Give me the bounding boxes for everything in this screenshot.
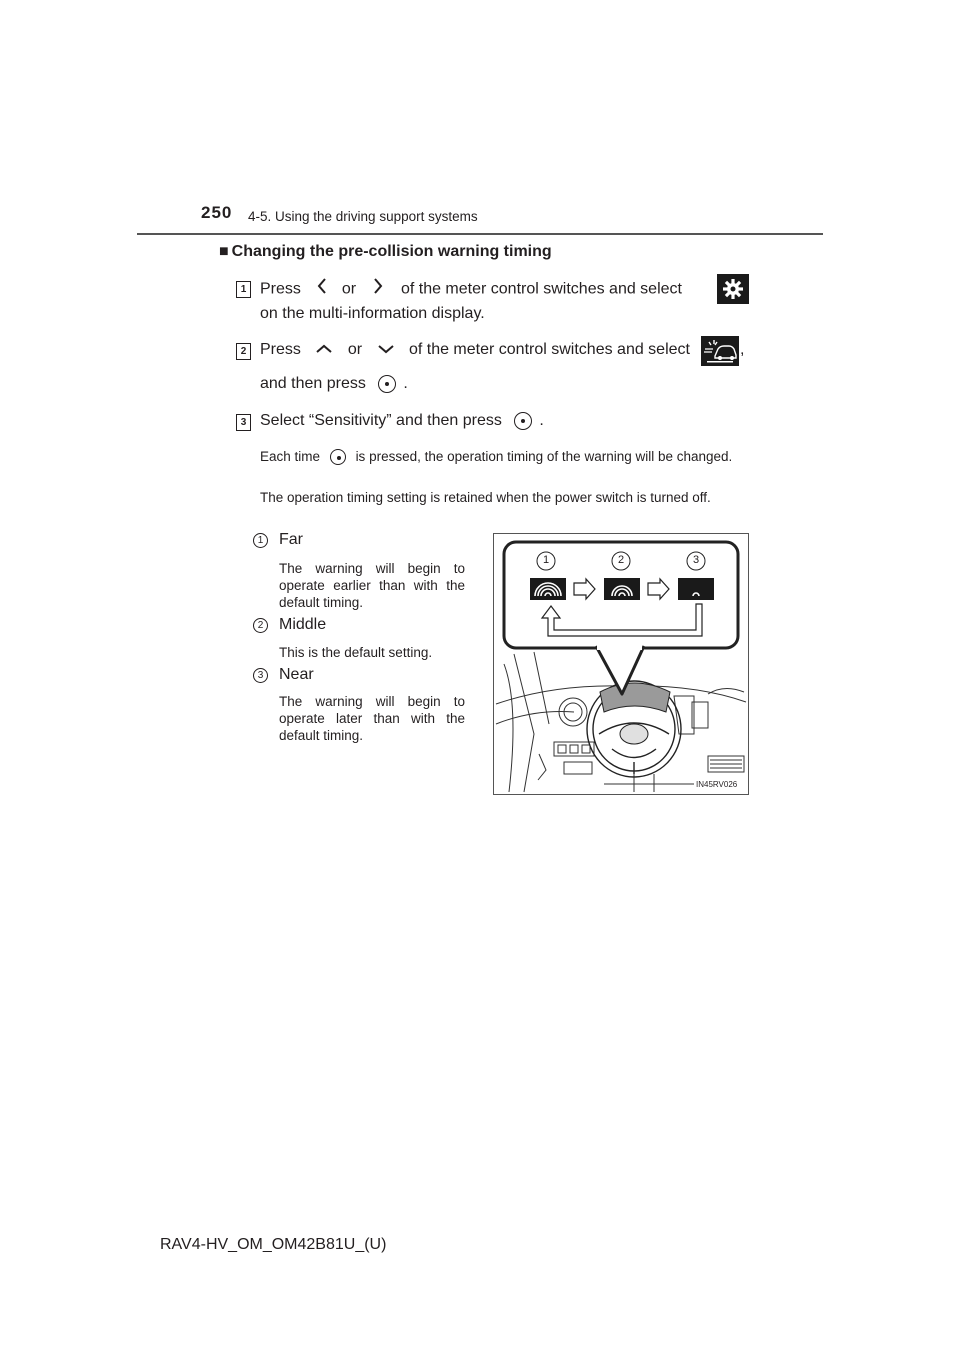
step-3-text: Select “Sensitivity” and then press	[260, 412, 502, 429]
chevron-right-icon	[373, 277, 383, 302]
chevron-up-icon	[315, 339, 333, 361]
step-1-line-1	[260, 277, 682, 299]
item-number-3: 3	[253, 668, 268, 683]
note-1-before: Each time	[260, 449, 321, 464]
ok-button-icon	[330, 449, 346, 465]
subheading-marker: ■	[219, 243, 229, 260]
step-1-press: Press	[260, 280, 301, 298]
step-number-1: 1	[236, 281, 251, 298]
step-3-period: .	[539, 412, 544, 429]
note-1	[260, 448, 745, 466]
footer-document-id: RAV4-HV_OM_OM42B81U_(U)	[160, 1236, 387, 1253]
item-text-middle: This is the default setting.	[279, 645, 433, 660]
section-title: 4-5. Using the driving support systems	[248, 209, 478, 224]
note-1-after: is pressed, the operation timing of the warning will be changed.	[355, 449, 733, 464]
figure-code: IN45RV026	[696, 780, 738, 789]
item-title-middle: Middle	[279, 616, 327, 633]
step-1-rest: of the meter control switches and select	[400, 280, 682, 298]
step-number-2: 2	[236, 343, 251, 360]
item-text-far: The warning will begin to operate earlier than with the default timing.	[279, 561, 465, 610]
step-2-or: or	[347, 341, 363, 359]
pre-collision-icon	[701, 336, 739, 371]
middle-timing-display	[604, 578, 640, 600]
step-2-rest: of the meter control switches and select	[408, 341, 690, 359]
callout-number-1: 1	[542, 554, 550, 566]
callout-number-2: 2	[617, 554, 625, 566]
step-2-line-2	[260, 373, 408, 395]
note-2: The operation timing setting is retained when the power switch is turned off.	[260, 490, 711, 505]
chevron-left-icon	[317, 277, 327, 302]
dashboard-illustration	[493, 533, 749, 795]
header-rule	[137, 233, 823, 235]
far-timing-display	[530, 578, 566, 600]
step-number-3: 3	[236, 414, 251, 431]
ok-button-icon	[378, 375, 396, 393]
step-3-line-1	[260, 410, 544, 432]
item-text-near: The warning will begin to operate later than with the default timing.	[279, 694, 465, 743]
near-timing-display	[678, 578, 714, 600]
item-title-far: Far	[279, 531, 303, 548]
ok-button-icon	[514, 412, 532, 430]
gear-icon	[717, 274, 749, 309]
callout-number-3: 3	[692, 554, 700, 566]
step-2-press: Press	[260, 341, 301, 359]
item-title-near: Near	[279, 666, 314, 683]
item-number-2: 2	[253, 618, 268, 633]
page-number: 250	[201, 203, 233, 222]
subheading-text: Changing the pre-collision warning timing	[231, 243, 552, 260]
step-2-period: .	[403, 375, 408, 392]
step-2-then-press: and then press	[260, 375, 366, 392]
step-1-line-2: on the multi-information display.	[260, 305, 485, 322]
item-number-1: 1	[253, 533, 268, 548]
step-1-or: or	[341, 280, 357, 298]
chevron-down-icon	[377, 339, 395, 361]
step-2-line-1	[260, 339, 690, 361]
subheading	[219, 243, 552, 261]
step-2-trailing-comma: ,	[740, 341, 745, 358]
